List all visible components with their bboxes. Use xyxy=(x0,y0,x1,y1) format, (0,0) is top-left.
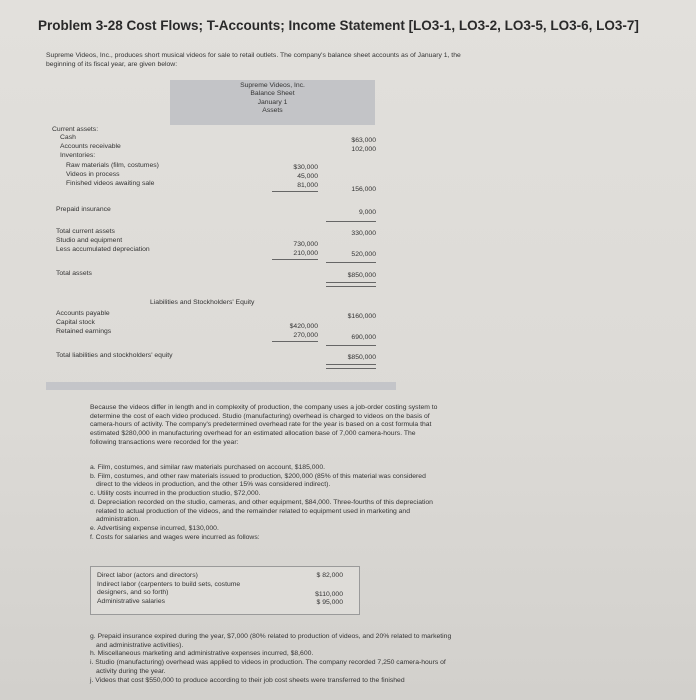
page-title: Problem 3-28 Cost Flows; T-Accounts; Income Statement [LO3-1, LO3-2, LO3-5, LO3-6, LO3-7] xyxy=(38,18,639,33)
total-assets-value: $850,000 xyxy=(347,272,376,279)
admin-salaries-value: $ 95,000 xyxy=(316,599,343,606)
inventories-label: Inventories: xyxy=(60,152,96,159)
list-item: e. Advertising expense incurred, $130,000. xyxy=(90,524,219,532)
list-item: i. Studio (manufacturing) overhead was applied to videos in production. The company recorded 7,250 camera-hours of activity during the year. xyxy=(90,659,446,675)
direct-labor-label: Direct labor (actors and directors) xyxy=(97,572,198,579)
double-underline xyxy=(326,282,376,287)
prepaid-insurance-value: 9,000 xyxy=(358,209,376,216)
double-underline xyxy=(326,364,376,369)
capital-stock-label: Capital stock xyxy=(56,319,95,326)
divider xyxy=(326,345,376,346)
admin-salaries-label: Administrative salaries xyxy=(97,598,165,605)
list-item: j. Videos that cost $550,000 to produce according to their job cost sheets were transferred to the finished xyxy=(90,676,405,684)
finished-videos-label: Finished videos awaiting sale xyxy=(66,180,155,187)
total-liabilities-equity-label: Total liabilities and stockholders' equity xyxy=(56,352,173,359)
retained-earnings-label: Retained earnings xyxy=(56,328,112,335)
indirect-labor-value: $110,000 xyxy=(315,591,343,598)
net-equipment-value: 520,000 xyxy=(351,251,376,258)
videos-in-process-value: 45,000 xyxy=(297,173,318,180)
total-current-assets-value: 330,000 xyxy=(351,230,376,237)
finished-videos-value: 81,000 xyxy=(297,182,318,189)
cash-value: $63,000 xyxy=(351,137,376,144)
equity-total: 690,000 xyxy=(351,334,376,341)
divider xyxy=(326,221,376,222)
transaction-list-continued xyxy=(90,633,460,685)
wages-table xyxy=(90,566,360,615)
assets-heading: Assets xyxy=(262,107,283,115)
accounts-receivable-label: Accounts receivable xyxy=(60,143,121,150)
videos-in-process-label: Videos in process xyxy=(66,171,120,178)
indirect-labor-label: Indirect labor (carpenters to build sets, costume designers, and so forth) xyxy=(97,581,241,596)
total-assets-label: Total assets xyxy=(56,270,92,277)
table-footer-bar xyxy=(46,382,396,390)
list-item: a. Film, costumes, and similar raw materials purchased on account, $185,000. xyxy=(90,464,325,471)
capital-stock-value: $420,000 xyxy=(289,323,318,330)
list-item: c. Utility costs incurred in the production studio, $72,000. xyxy=(90,490,261,498)
accounts-payable-label: Accounts payable xyxy=(56,310,110,317)
list-item: h. Miscellaneous marketing and administrative expenses incurred, $8,600. xyxy=(90,650,314,658)
current-assets-label: Current assets: xyxy=(52,126,99,133)
list-item: g. Prepaid insurance expired during the year, $7,000 (80% related to production of videos, and 20% related to marketing and administrative activities). xyxy=(90,633,452,649)
transaction-list xyxy=(90,464,440,542)
total-liabilities-equity-value: $850,000 xyxy=(347,354,376,361)
studio-equipment-value: 730,000 xyxy=(293,241,318,248)
accumulated-depreciation-label: Less accumulated depreciation xyxy=(56,246,150,253)
cash-label: Cash xyxy=(60,134,76,141)
raw-materials-value: $30,000 xyxy=(293,164,318,171)
company-name: Supreme Videos, Inc. xyxy=(240,82,305,89)
statement-date: January 1 xyxy=(257,98,288,106)
list-item: d. Depreciation recorded on the studio, cameras, and other equipment, $84,000. Three-fourths of this depreciation related to actual production of the videos, and the remainder related to equipment used in marketing and administration. xyxy=(90,498,433,524)
statement-name: Balance Sheet xyxy=(250,90,295,98)
inventories-total: 156,000 xyxy=(351,186,376,193)
raw-materials-label: Raw materials (film, costumes) xyxy=(66,162,159,169)
description-paragraph: Because the videos differ in length and in complexity of production, the company uses a job-order costing system to determine the cost of each video produced. Studio (manufacturing) overhead is charged to videos on the basis of camera-hours of activity. The company's predetermined overhead rate for the year is based on a cost formula that estimated $280,000 in manufacturing overhead for an estimated allocation base of 7,000 camera-hours. The following transactions were recorded for the year: xyxy=(90,404,438,446)
accounts-receivable-value: 102,000 xyxy=(351,146,376,153)
intro-text: Supreme Videos, Inc., produces short musical videos for sale to retail outlets. The company's balance sheet accounts as of January 1, the beginning of its fiscal year, are given below: xyxy=(46,52,461,68)
balance-sheet-header xyxy=(170,80,375,125)
accumulated-depreciation-value: 210,000 xyxy=(293,250,318,257)
direct-labor-value: $ 82,000 xyxy=(316,572,343,579)
prepaid-insurance-label: Prepaid insurance xyxy=(56,206,111,213)
retained-earnings-value: 270,000 xyxy=(293,332,318,339)
accounts-payable-value: $160,000 xyxy=(347,313,376,320)
total-current-assets-label: Total current assets xyxy=(56,228,115,235)
list-item: b. Film, costumes, and other raw materials issued to production, $200,000 (85% of this material was considered direct to the videos in production, and the other 15% was considered indirect). xyxy=(90,472,426,489)
liabilities-heading: Liabilities and Stockholders' Equity xyxy=(150,299,255,306)
divider xyxy=(326,262,376,263)
list-item: f. Costs for salaries and wages were incurred as follows: xyxy=(90,533,260,541)
studio-equipment-label: Studio and equipment xyxy=(56,237,123,244)
divider xyxy=(272,259,318,260)
